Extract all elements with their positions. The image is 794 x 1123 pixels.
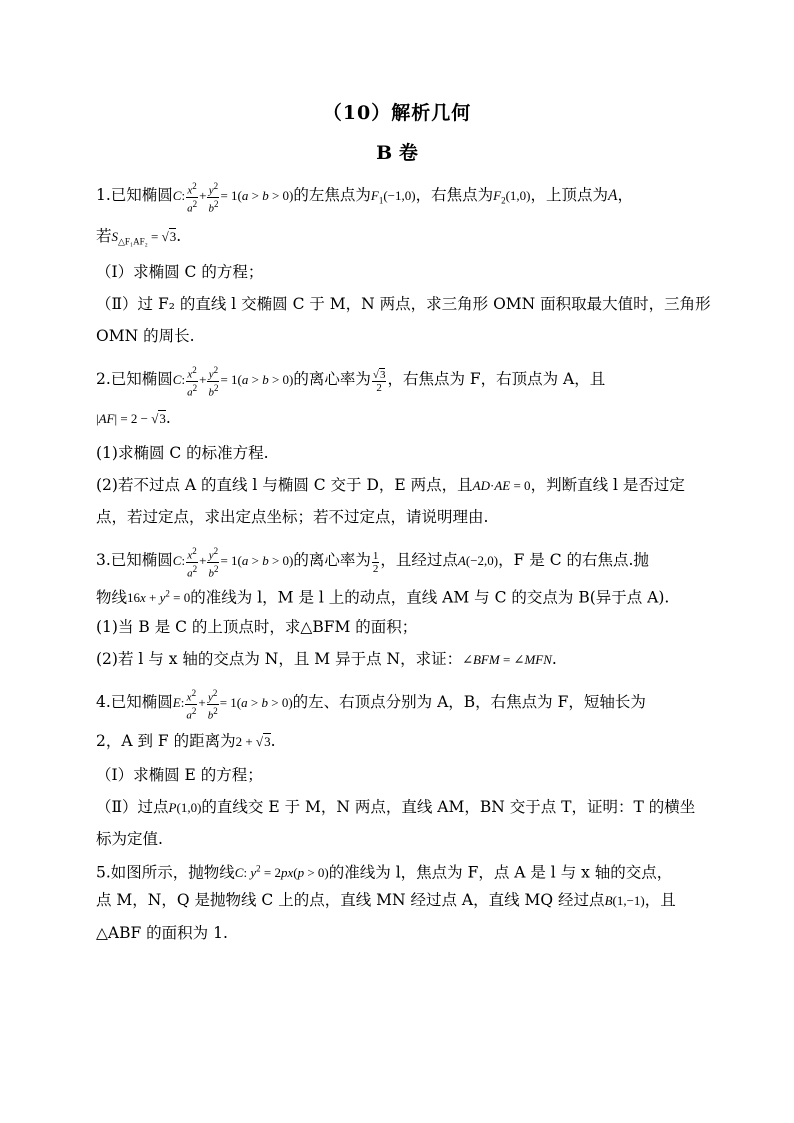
problem-5-line-2: 点 M，N，Q 是抛物线 C 上的点，直线 MN 经过点 A，直线 MQ 经过点B(1,−1)，且 bbox=[96, 891, 676, 909]
problem-1-line-2: 若$S_{\triangle F_1AF_2} = √3$. bbox=[96, 227, 182, 247]
problem-1-question-1: （I）求椭圆 C 的方程； bbox=[96, 263, 264, 281]
problem-5-line-1: 5.如图所示，抛物线C: $y^2 = 2px(p > 0)$的准线为 l，焦点为 F，点 A 是 l 与 x 轴的交点， bbox=[96, 863, 673, 882]
problem-2-question-1: (1)求椭圆 C 的标准方程. bbox=[96, 444, 269, 462]
problem-1-question-2-cont: OMN 的周长. bbox=[96, 327, 195, 345]
problem-3-line-2: 物线$16x + y^2 = 0$的准线为 l，M 是 l 上的动点，直线 AM 与 C 的交点为 B(异于点 A). bbox=[96, 588, 670, 607]
ellipse-equation: C: $\frac{x^2}{a^2}$ + $\frac{y^2}{b^2}$ = 1(a > b > 0) bbox=[172, 181, 294, 215]
problem-2-question-2: (2)若不过点 A 的直线 l 与椭圆 C 交于 D，E 两点，且AD·AE = 0，判断直线 l 是否过定 bbox=[96, 476, 685, 494]
problem-4-question-2-cont: 标为定值. bbox=[96, 830, 163, 848]
problem-4-question-1: （I）求椭圆 E 的方程； bbox=[96, 766, 263, 784]
right-focus: $F_2(1,0)$ bbox=[493, 188, 531, 206]
problem-1-question-2: （Ⅱ）过 F₂ 的直线 l 交椭圆 C 于 M，N 两点，求三角形 OMN 面积取最大值时，三角形 bbox=[96, 295, 711, 313]
document-title: （10）解析几何 bbox=[322, 102, 472, 124]
problem-4-line-1: 4.已知椭圆E: $\frac{x^2}{a^2}$ + $\frac{y^2}{b^2}$ = 1(a > b > 0)的左、右顶点分别为 A，B，右焦点为 F，短轴长为 bbox=[96, 688, 646, 722]
problem-5-line-3: △ABF 的面积为 1. bbox=[96, 924, 228, 942]
problem-2-line-2: |AF| = 2 − √3. bbox=[96, 409, 171, 427]
problem-4-question-2: （Ⅱ）过点P(1,0)的直线交 E 于 M，N 两点，直线 AM，BN 交于点 T，证明：T 的横坐 bbox=[96, 798, 696, 816]
eccentricity: $\frac{√3}{2}$ bbox=[372, 368, 386, 394]
left-focus: $F_1(-1,0)$ bbox=[370, 188, 416, 206]
problem-3-line-1: 3.已知椭圆C: $\frac{x^2}{a^2}$ + $\frac{y^2}{b^2}$ = 1(a > b > 0)的离心率为 $\frac{1}{2}$ ，且经过点A(−2,0)，F 是 C 的右焦点.抛 bbox=[96, 546, 649, 580]
problem-1-line-1: 1.已知椭圆C: $\frac{x^2}{a^2}$ + $\frac{y^2}{b^2}$ = 1(a > b > 0)的左焦点为$F_1(-1,0)$，右焦点为$F_2(1,0)$，上顶点为A， bbox=[96, 181, 633, 215]
problem-4-line-2: 2，A 到 F 的距离为2 + √3. bbox=[96, 732, 276, 750]
dot-product: AD·AE = 0 bbox=[472, 478, 531, 493]
document-subtitle: B 卷 bbox=[376, 142, 418, 164]
problem-3-question-2: (2)若 l 与 x 轴的交点为 N，且 M 异于点 N，求证：∠BFM = ∠MFN. bbox=[96, 650, 557, 668]
triangle-area: $S_{\triangle F_1AF_2} = √3$ bbox=[111, 229, 177, 247]
problem-2-question-2-cont: 点，若过定点，求出定点坐标；若不过定点，请说明理由. bbox=[96, 508, 489, 526]
problem-3-question-1: (1)当 B 是 C 的上顶点时，求△BFM 的面积； bbox=[96, 618, 418, 636]
problem-2-line-1: 2.已知椭圆C: $\frac{x^2}{a^2}$ + $\frac{y^2}{b^2}$ = 1(a > b > 0)的离心率为 $\frac{√3}{2}$ ，右焦点为 F，右顶点为 A，且 bbox=[96, 365, 606, 399]
